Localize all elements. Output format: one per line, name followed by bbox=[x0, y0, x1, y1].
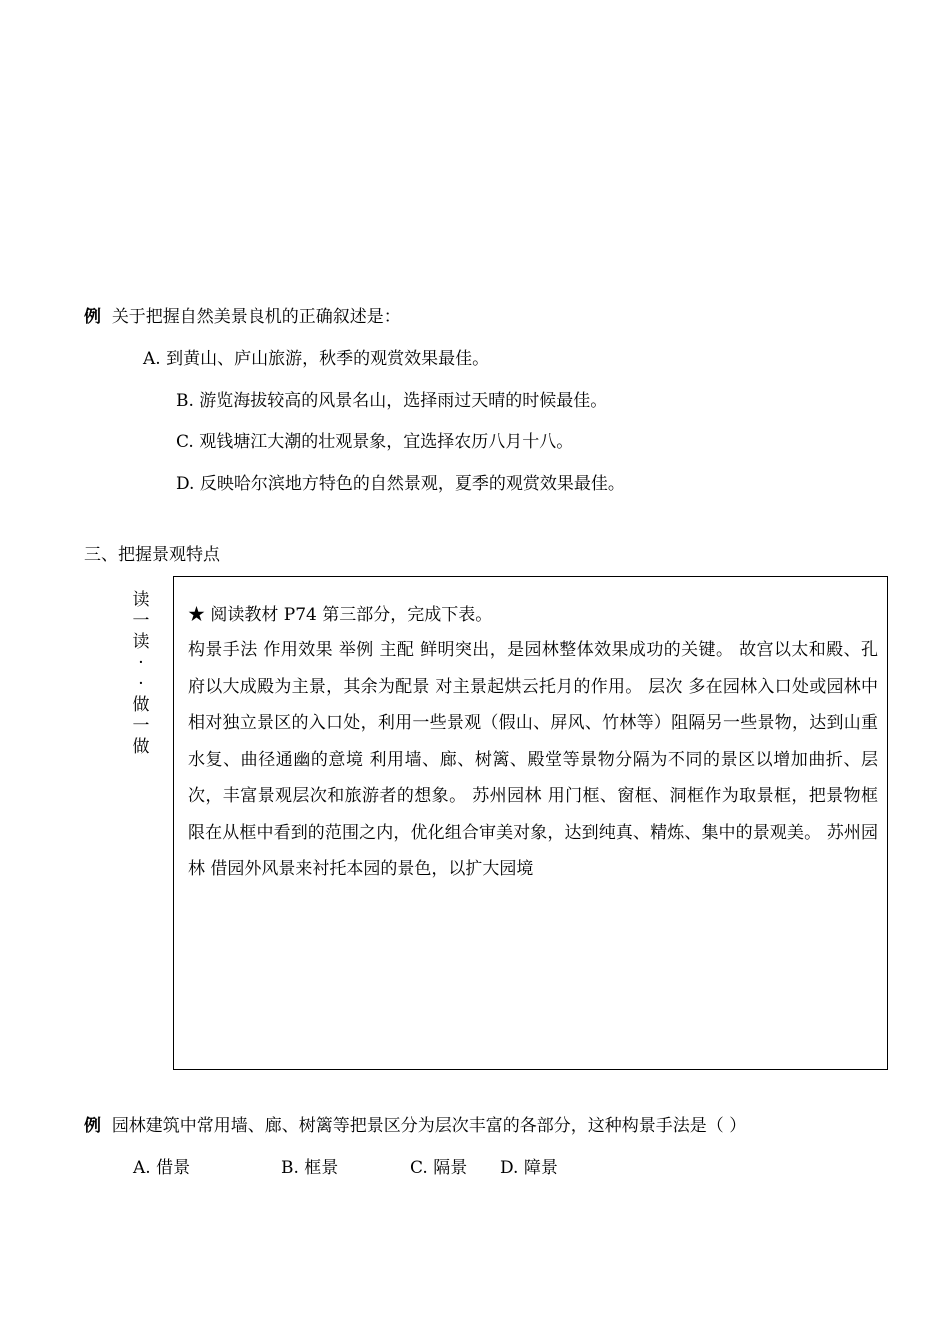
side-label-char: 读 bbox=[132, 632, 150, 652]
example-2-options bbox=[133, 1153, 558, 1178]
example-2-tag: 例 bbox=[84, 1116, 101, 1136]
side-label-char: 一 bbox=[132, 611, 150, 631]
example-1-question-text: 关于把握自然美景良机的正确叙述是： bbox=[111, 307, 401, 327]
example-1-option-c: C. 观钱塘江大潮的壮观景象，宜选择农历八月十八。 bbox=[176, 432, 574, 452]
example-2-option-a: A. 借景 bbox=[133, 1158, 191, 1178]
example-2-question-text: 园林建筑中常用墙、廊、树篱等把景区分为层次丰富的各部分，这种构景手法是（ ） bbox=[111, 1116, 747, 1136]
reading-box-title: ★ 阅读教材 P74 第三部分，完成下表。 bbox=[188, 605, 493, 625]
section-heading: 三、把握景观特点 bbox=[84, 545, 220, 565]
example-1-option-b: B. 游览海拔较高的风景名山，选择雨过天晴的时候最佳。 bbox=[176, 391, 608, 411]
example-2-option-c: C. 隔景 bbox=[410, 1158, 468, 1178]
example-1-option-d: D. 反映哈尔滨地方特色的自然景观，夏季的观赏效果最佳。 bbox=[176, 474, 625, 494]
side-label-char: 做 bbox=[132, 695, 150, 715]
side-label bbox=[128, 590, 154, 758]
example-2-option-d: D. 障景 bbox=[500, 1158, 558, 1178]
example-1-option-a: A. 到黄山、庐山旅游，秋季的观赏效果最佳。 bbox=[143, 349, 490, 369]
example-1-tag: 例 bbox=[84, 307, 101, 327]
reading-box-text: 构景手法 作用效果 举例 主配 鲜明突出，是园林整体效果成功的关键。 故宫以太和殿、孔府以大成殿为主景，其余为配景 对主景起烘云托月的作用。 层次 多在园林入口处或园林中相对独立景区的入口处，利用一些景观（假山、屏风、竹林等）阻隔另一些景物，达到山重水复、曲径通幽的意境 利用墙、廊、树篱、殿堂等景物分隔为不同的景区以增加曲折、层次，丰富景观层次和旅游者的想象。 苏州园林 用门框、窗框、洞框作为取景框，把景物框限在从框中看到的范围之内，优化组合审美对象，达到纯真、精炼、集中的景观美。 苏州园林 借园外风景来衬托本园的景色，以扩大园境 bbox=[188, 640, 878, 879]
side-label-char: · bbox=[138, 653, 144, 673]
side-label-char: 一 bbox=[132, 716, 150, 736]
example-2-option-b: B. 框景 bbox=[281, 1158, 339, 1178]
example-1-question bbox=[84, 302, 401, 327]
example-2-question bbox=[84, 1111, 746, 1136]
side-label-char: 读 bbox=[132, 590, 150, 610]
side-label-char: · bbox=[138, 674, 144, 694]
side-label-char: 做 bbox=[132, 737, 150, 757]
